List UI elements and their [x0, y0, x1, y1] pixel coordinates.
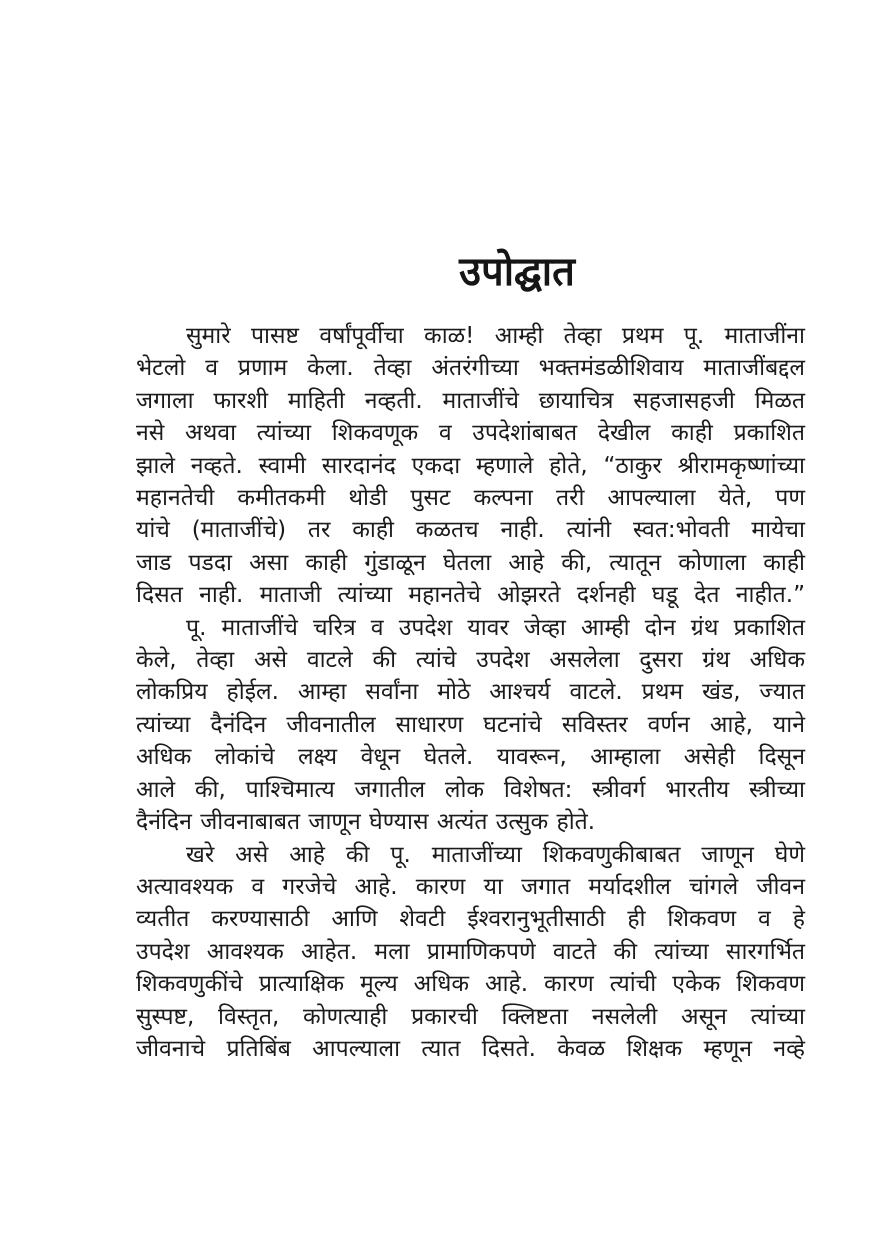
text-line: अत्यावश्यक व गरजेचे आहे. कारण या जगात मर्यादशील चांगले जीवन: [136, 873, 805, 900]
text-line: झाले नव्हते. स्वामी सारदानंद एकदा म्हणाले होते, “ठाकुर श्रीरामकृष्णांच्या: [136, 452, 805, 479]
text-line: त्यांच्या दैनंदिन जीवनातील साधारण घटनांचे सविस्तर वर्णन आहे, याने: [136, 711, 805, 738]
text-line: व्यतीत करण्यासाठी आणि शेवटी ईश्वरानुभूतीसाठी ही शिकवण व हे: [136, 906, 805, 933]
text-line: जीवनाचे प्रतिबिंब आपल्याला त्यात दिसते. केवळ शिक्षक म्हणून नव्हे: [136, 1035, 805, 1062]
text-line: जाड पडदा असा काही गुंडाळून घेतला आहे की, त्यातून कोणाला काही: [136, 549, 805, 576]
page-body: [136, 320, 805, 1065]
text-line: महानतेची कमीतकमी थोडी पुसट कल्पना तरी आपल्याला येते, पण: [136, 485, 805, 512]
text-line: भेटलो व प्रणाम केला. तेव्हा अंतरंगीच्या भक्तमंडळीशिवाय माताजींबद्दल: [136, 355, 805, 382]
text-line: सुस्पष्ट, विस्तृत, कोणत्याही प्रकारची क्लिष्टता नसलेली असून त्यांच्या: [136, 1003, 805, 1030]
text-line: आले की, पाश्चिमात्य जगातील लोक विशेषत: स्त्रीवर्ग भारतीय स्त्रीच्या: [136, 776, 805, 803]
text-line: लोकप्रिय होईल. आम्हा सर्वांना मोठे आश्चर्य वाटले. प्रथम खंड, ज्यात: [136, 679, 805, 706]
text-line: अधिक लोकांचे लक्ष्य वेधून घेतले. यावरून, आम्हाला असेही दिसून: [136, 744, 805, 771]
paragraph-1: [136, 320, 805, 612]
text-line: खरे असे आहे की पू. माताजींच्या शिकवणुकीबाबत जाणून घेणे: [186, 841, 805, 868]
text-line: केले, तेव्हा असे वाटले की त्यांचे उपदेश असलेला दुसरा ग्रंथ अधिक: [136, 647, 805, 674]
text-line: दैनंदिन जीवनाबाबत जाणून घेण्यास अत्यंत उत्सुक होते.: [136, 809, 596, 836]
text-line: सुमारे पासष्ट वर्षांपूर्वीचा काळ! आम्ही तेव्हा प्रथम पू. माताजींना: [186, 323, 805, 349]
text-line: पू. माताजींचे चरित्र व उपदेश यावर जेव्हा आम्ही दोन ग्रंथ प्रकाशित: [186, 614, 805, 641]
text-line: यांचे (माताजींचे) तर काही कळतच नाही. त्यांनी स्वत:भोवती मायेचा: [136, 517, 805, 544]
paragraph-2: [136, 612, 805, 839]
text-line: जगाला फारशी माहिती नव्हती. माताजींचे छायाचित्र सहजासहजी मिळत: [136, 387, 805, 414]
text-line: दिसत नाही. माताजी त्यांच्या महानतेचे ओझरते दर्शनही घडू देत नाहीत.”: [136, 582, 805, 609]
text-line: शिकवणुकींचे प्रात्याक्षिक मूल्य अधिक आहे. कारण त्यांची एकेक शिकवण: [136, 971, 805, 998]
page-title: उपोद्घात: [459, 249, 575, 295]
text-line: नसे अथवा त्यांच्या शिकवणूक व उपदेशांबाबत देखील काही प्रकाशित: [136, 420, 805, 447]
text-line: उपदेश आवश्यक आहेत. मला प्रामाणिकपणे वाटते की त्यांच्या सारगर्भित: [136, 938, 805, 965]
paragraph-3: [136, 839, 805, 1066]
